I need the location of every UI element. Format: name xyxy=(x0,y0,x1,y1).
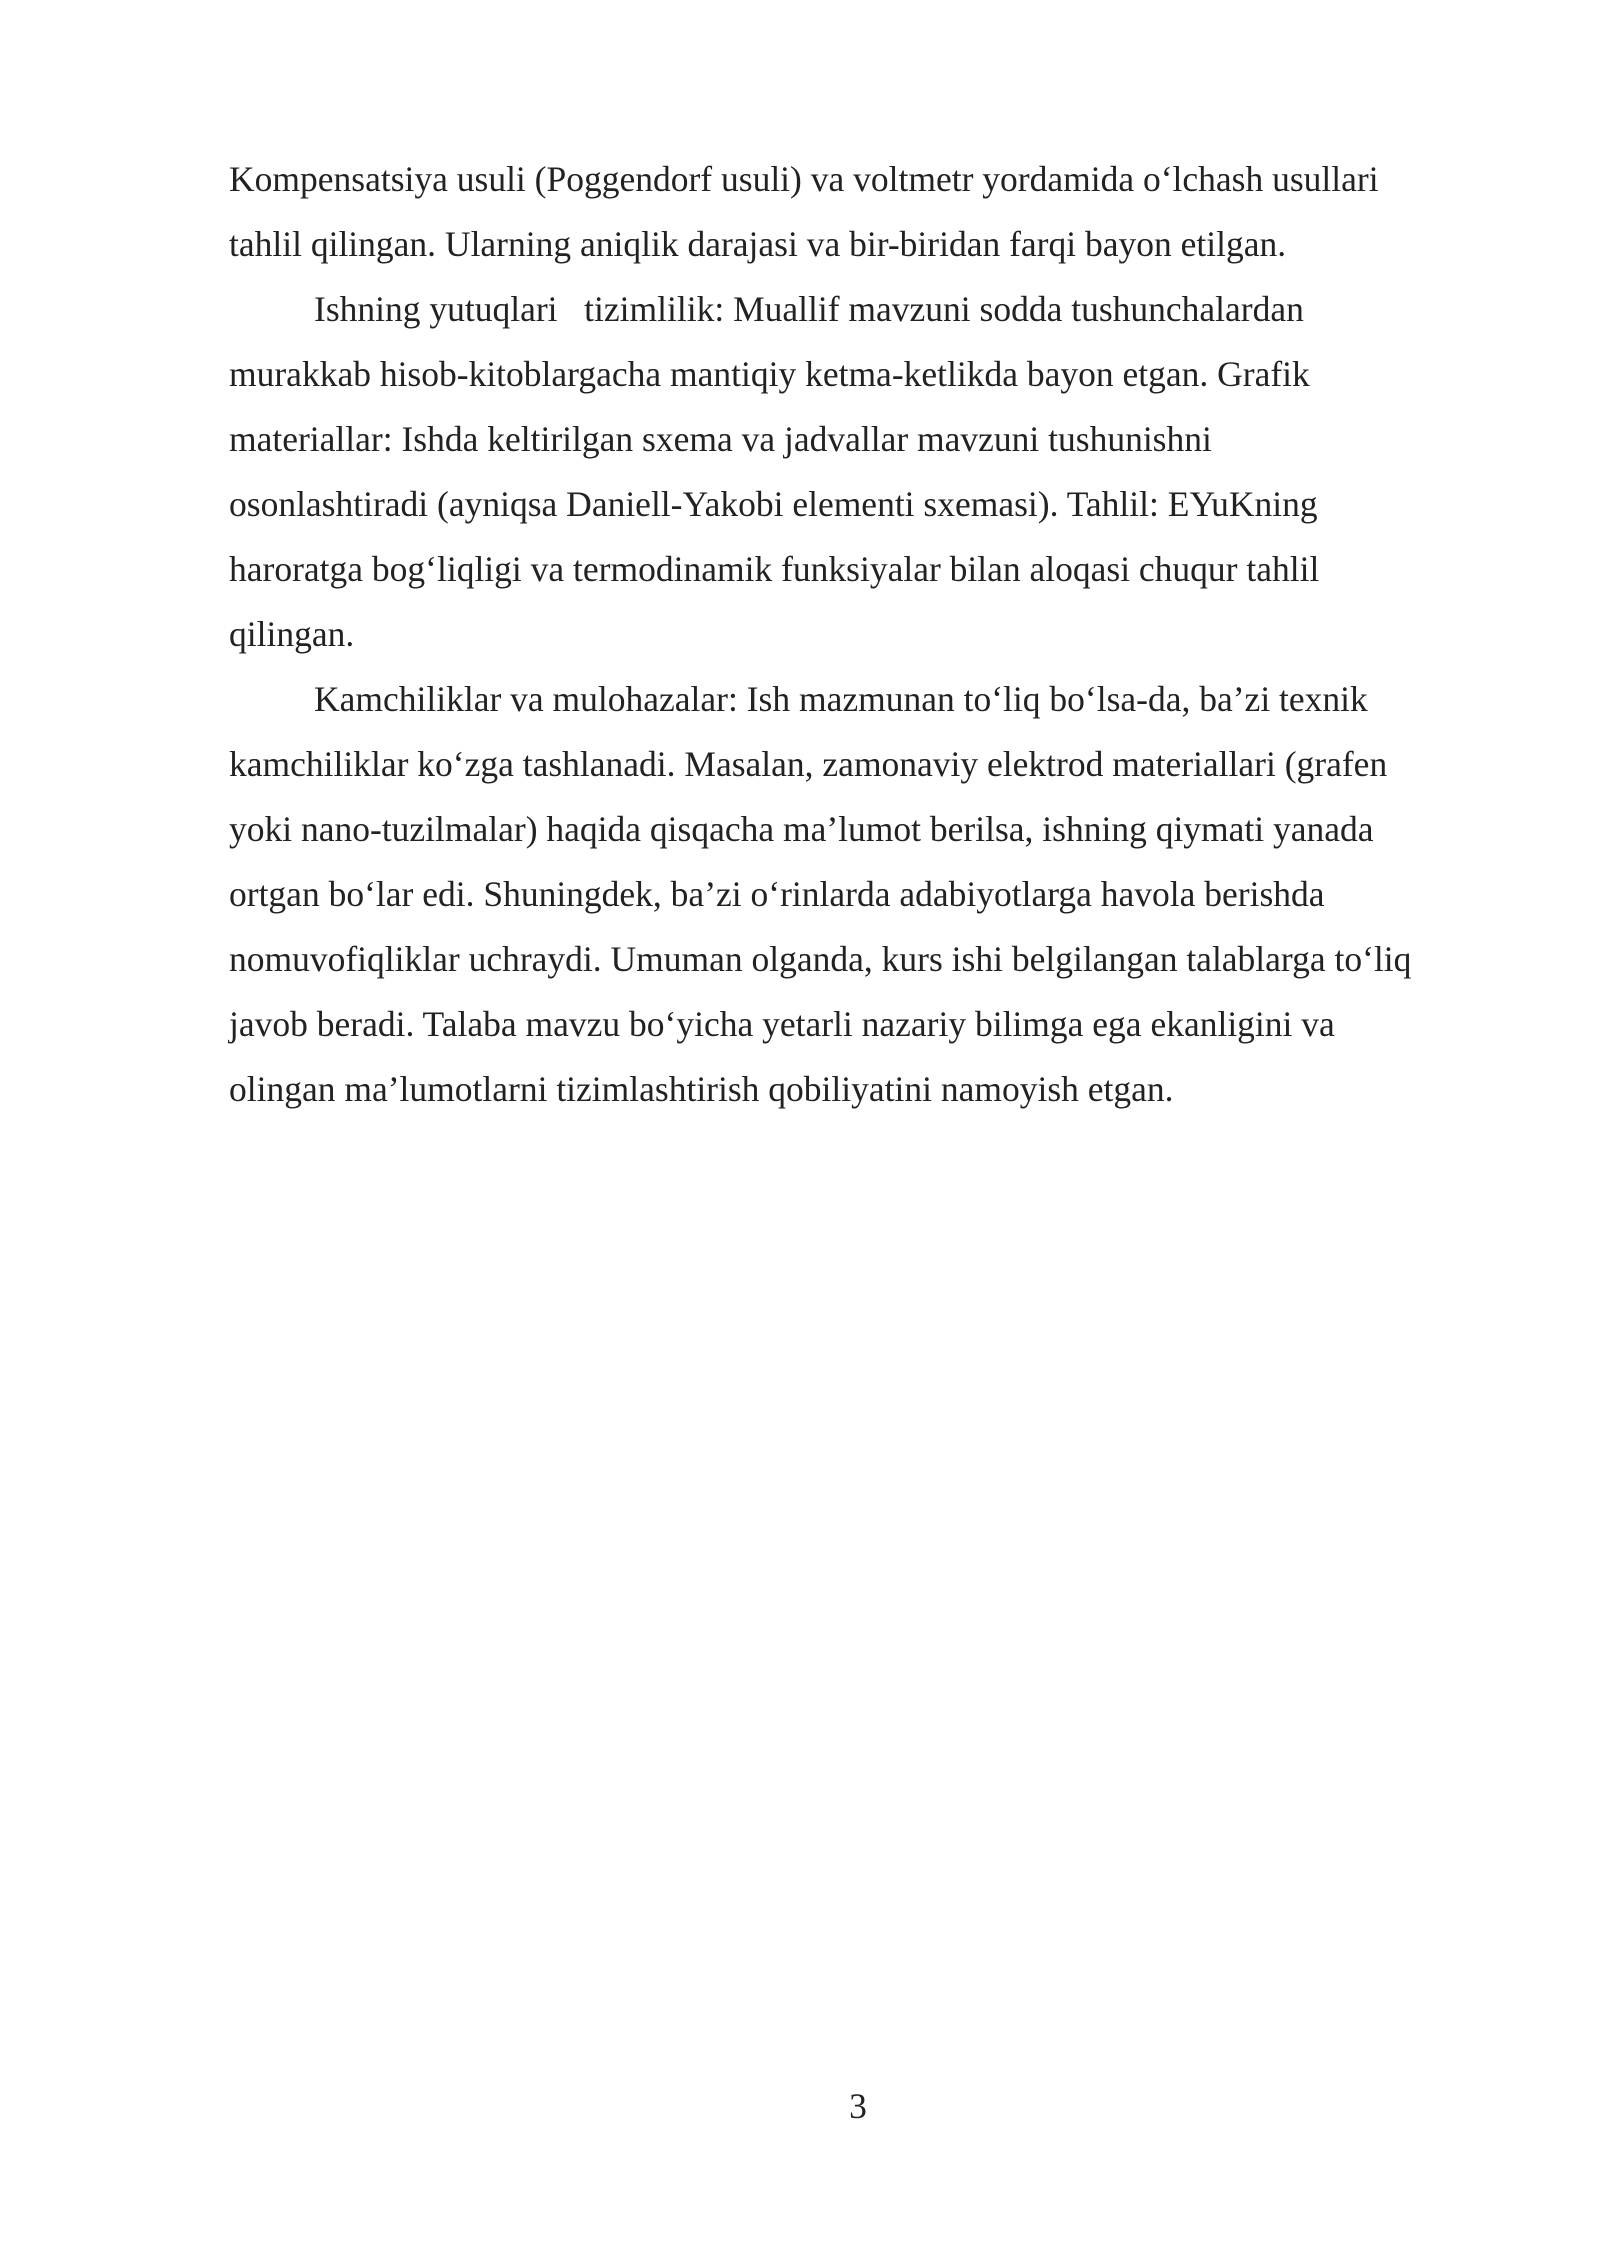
text-line: yoki nano-tuzilmalar) haqida qisqacha ma’lumot berilsa, ishning qiymati yanada xyxy=(229,809,1374,849)
paragraph-shortcomings xyxy=(229,667,1491,1122)
page-number: 3 xyxy=(849,2086,867,2126)
text-line: Ishning yutuqlari tizimlilik: Muallif mavzuni sodda tushunchalardan xyxy=(314,289,1304,329)
text-line: Kamchiliklar va mulohazalar: Ish mazmunan to‘liq bo‘lsa-da, ba’zi texnik xyxy=(314,679,1368,719)
text-line: olingan ma’lumotlarni tizimlashtirish qobiliyatini namoyish etgan. xyxy=(229,1069,1174,1109)
text-line: Kompensatsiya usuli (Poggendorf usuli) va voltmetr yordamida o‘lchash usullari xyxy=(229,159,1379,199)
text-line: qilingan. xyxy=(229,614,355,654)
text-line: nomuvofiqliklar uchraydi. Umuman olganda, kurs ishi belgilangan talablarga to‘liq xyxy=(229,939,1412,979)
paragraph-achievements xyxy=(229,277,1491,667)
text-line: osonlashtiradi (ayniqsa Daniell-Yakobi elementi sxemasi). Tahlil: EYuKning xyxy=(229,484,1318,524)
text-line: materiallar: Ishda keltirilgan sxema va jadvallar mavzuni tushunishni xyxy=(229,419,1212,459)
text-line: haroratga bog‘liqligi va termodinamik funksiyalar bilan aloqasi chuqur tahlil xyxy=(229,549,1320,589)
paragraph-continuation xyxy=(229,147,1491,277)
text-line: kamchiliklar ko‘zga tashlanadi. Masalan, zamonaviy elektrod materiallari (grafen xyxy=(229,744,1388,784)
text-line: tahlil qilingan. Ularning aniqlik darajasi va bir-biridan farqi bayon etilgan. xyxy=(229,224,1287,264)
text-line: ortgan bo‘lar edi. Shuningdek, ba’zi o‘rinlarda adabiyotlarga havola berishda xyxy=(229,874,1325,914)
text-line: javob beradi. Talaba mavzu bo‘yicha yetarli nazariy bilimga ega ekanligini va xyxy=(229,1004,1335,1044)
text-line: murakkab hisob-kitoblargacha mantiqiy ketma-ketlikda bayon etgan. Grafik xyxy=(229,354,1310,394)
body-text xyxy=(229,147,1491,1122)
